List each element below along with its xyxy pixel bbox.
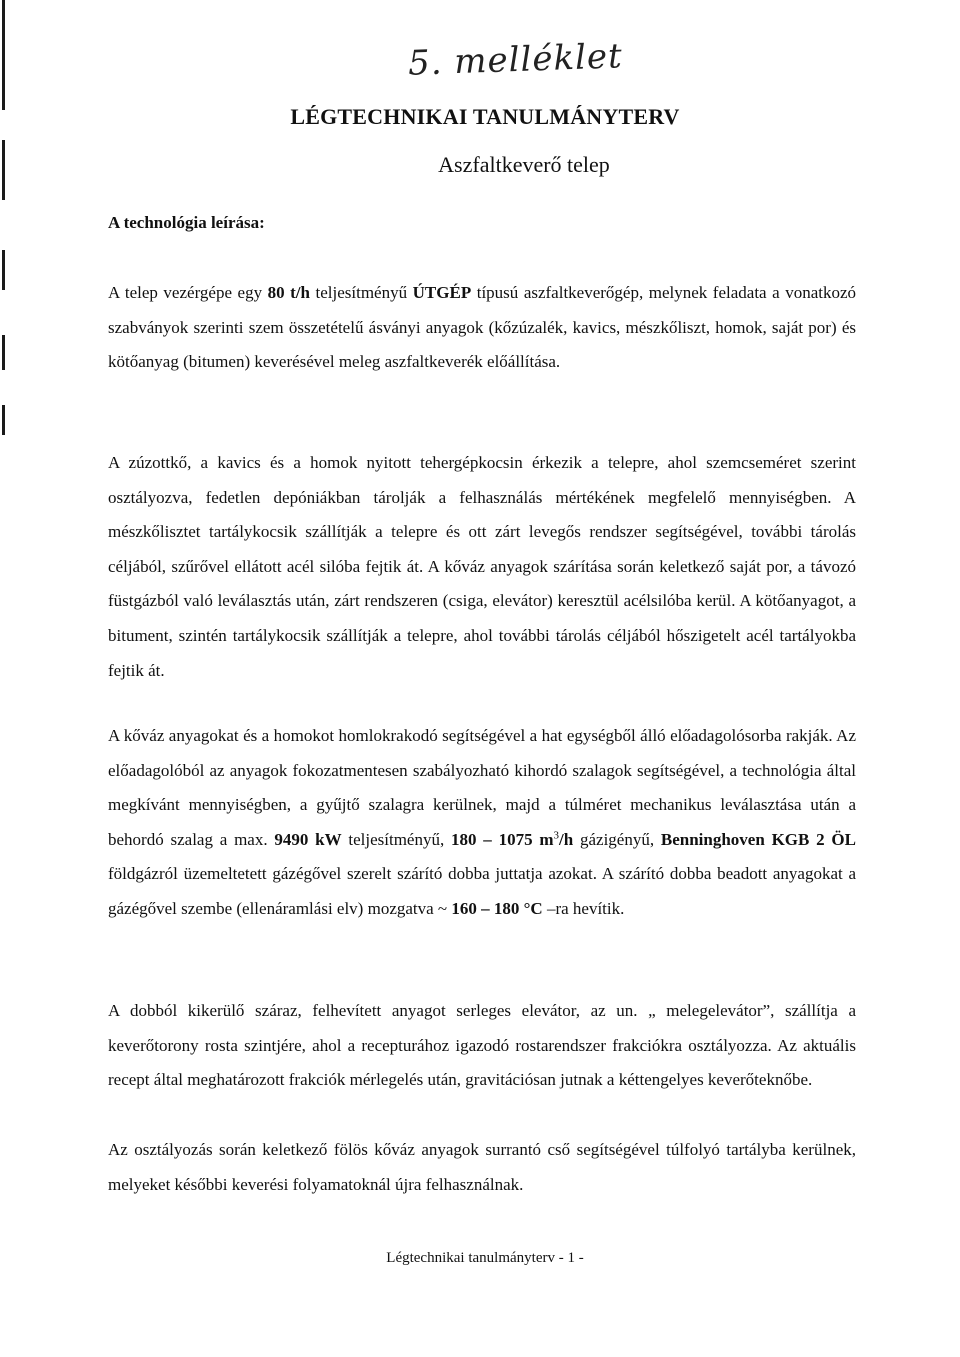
scan-edge-mark	[2, 335, 5, 370]
section-heading: A technológia leírása:	[108, 213, 265, 232]
paragraph-2: A zúzottkő, a kavics és a homok nyitott tehergépkocsin érkezik a telepre, ahol szemcseméret szerint osztályozva, fedetlen depóniákban tárolják a felhasználás mértékének megfelelő mennyiségben. A mészkőlisztet tartálykocsik szállítják a telepre és ott zárt levegős rendszer segítségével, további tárolás céljából, szűrővel ellátott acél silóba fejtik át. A kőváz anyagok szárítása során keletkező saját por, a távozó füstgázból való leválasztás után, zárt rendszeren (csiga, elevátor) keresztül acélsilóba kerül. A kötőanyagot, a bitument, szintén tartálykocsik szállítják a telepre, ahol további tárolás céljából hőszigetelt acél tartályokba fejtik át.	[108, 453, 856, 680]
handwritten-annotation: 5. melléklet	[407, 36, 624, 84]
paragraph-5: Az osztályozás során keletkező fölös kőváz anyagok surrantó cső segítségével túlfolyó tartályba kerülnek, melyeket későbbi keverési folyamatoknál újra felhasználnak.	[108, 1140, 856, 1194]
paragraph-4: A dobból kikerülő száraz, felhevített anyagot serleges elevátor, az un. „ melegelevátor”, szállítja a keverőtorony rosta szintjére, ahol a recepturához igazodó rostarendszer frakciókra osztályozza. Az aktuális recept által meghatározott frakciók mérlegelés után, gravitációsan jutnak a kéttengelyes keverőteknőbe.	[108, 1001, 856, 1090]
document-title: LÉGTECHNIKAI TANULMÁNYTERV	[290, 104, 680, 129]
document-subtitle: Aszfaltkeverő telep	[438, 152, 610, 177]
paragraph-3: A kőváz anyagokat és a homokot homlokrakodó segítségével a hat egységből álló előadagolósorba rakják. Az előadagolóból az anyagok fokozatmentesen szabályozható kihordó szalagok segítségével, a technológia által megkívánt mennyiségben, a gyűjtő szalagra kerülnek, majd a túlméret mechanikus leválasztása után a behordó szalag a max. 9490 kW teljesítményű, 180 – 1075 $m^3/h$ gázigényű, Benninghoven KGB 2 ÖL földgázról üzemeltetett gázégővel szerelt szárító dobba juttatja azokat. A szárító dobba beadott anyagokat a gázégővel szembe (ellenáramlási elv) mozgatva ~ 160 – 180 °C –ra hevítik.	[108, 726, 856, 918]
scan-edge-mark	[2, 0, 5, 110]
page-footer: Légtechnikai tanulmányterv - 1 -	[386, 1250, 584, 1266]
paragraph-1: A telep vezérgépe egy 80 t/h teljesítményű ÚTGÉP típusú aszfaltkeverőgép, melynek feladata a vonatkozó szabványok szerinti szem összetételű ásványi anyagok (kőzúzalék, kavics, mészkőliszt, homok, saját por) és kötőanyag (bitumen) keverésével meleg aszfaltkeverék előállítása.	[108, 283, 857, 372]
scan-edge-mark	[2, 405, 5, 435]
scan-edge-mark	[2, 250, 5, 290]
